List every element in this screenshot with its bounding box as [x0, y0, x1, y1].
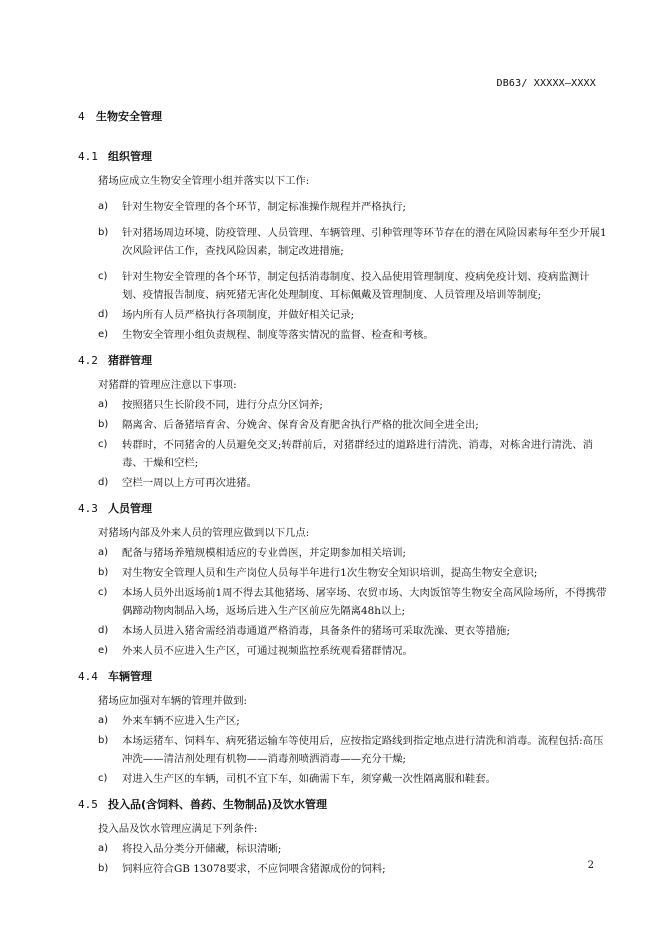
list-text: 将投入品分类分开储藏，标识清晰;	[122, 843, 282, 855]
list-text: 外来人员不应进入生产区，可通过视频监控系统观看猪群情况。	[122, 645, 413, 657]
list-item	[98, 268, 608, 304]
list-marker: a)	[98, 547, 109, 558]
list-marker: b)	[98, 227, 109, 238]
list-marker: b)	[98, 419, 109, 430]
list-marker: b)	[98, 567, 109, 578]
list-text: 本场运猪车、饲料车、病死猪运输车等使用后，应按指定路线到指定地点进行清洗和消毒。流程包括:高压冲洗——清洁剂处理有机物——消毒剂喷洒消毒——充分干燥;	[122, 735, 604, 765]
list-item	[98, 224, 608, 260]
list-item	[98, 642, 608, 660]
list-item	[98, 770, 608, 788]
subsection-intro: 对猪群的管理应注意以下事项:	[98, 379, 237, 391]
list-item	[98, 860, 608, 878]
list-text: 空栏一周以上方可再次进猪。	[122, 477, 258, 489]
list-text: 对生物安全管理人员和生产岗位人员每半年进行1次生物安全知识培训，提高生物安全意识;	[122, 567, 538, 579]
subsection-heading-4-2	[78, 352, 608, 368]
subsection-heading-4-1	[78, 148, 608, 164]
list-marker: d)	[98, 625, 109, 636]
subsection-intro: 猪场应加强对车辆的管理并做到:	[98, 695, 247, 707]
section-title: 生物安全管理	[96, 110, 162, 123]
subsection-number: 4.5	[78, 798, 98, 811]
list-marker: c)	[98, 271, 108, 282]
subsection-intro: 投入品及饮水管理应满足下列条件:	[98, 823, 258, 835]
list-text: 对进入生产区的车辆，司机不宜下车，如确需下车，须穿戴一次性隔离服和鞋套。	[122, 773, 497, 785]
list-item	[98, 416, 608, 434]
list-text: 针对生物安全管理的各个环节，制定包括消毒制度、投入品使用管理制度、疫病免疫计划、疫病监测计划、疫情报告制度、病死猪无害化处理制度、耳标佩戴及管理制度、人员管理及培训等制度;	[122, 271, 590, 301]
list-item	[98, 474, 608, 492]
list-marker: b)	[98, 735, 109, 746]
list-item	[98, 564, 608, 582]
list-marker: a)	[98, 201, 109, 212]
list-marker: b)	[98, 863, 109, 874]
list-text: 按照猪只生长阶段不同，进行分点分区饲养;	[122, 399, 323, 411]
page-number: 2	[587, 860, 594, 871]
list-marker: c)	[98, 587, 108, 598]
list-text: 转群时，不同猪舍的人员避免交叉;转群前后，对猪群经过的道路进行清洗、消毒，对栋舍进行清洗、消毒、干燥和空栏;	[122, 439, 594, 469]
list-item	[98, 306, 608, 324]
subsection-intro: 对猪场内部及外来人员的管理应做到以下几点:	[98, 527, 310, 539]
list-marker: a)	[98, 843, 109, 854]
list-item	[98, 584, 608, 620]
subsection-heading-4-3	[78, 500, 608, 516]
list-text: 配备与猪场养殖规模相适应的专业兽医，并定期参加相关培训;	[122, 547, 407, 559]
list-text: 本场人员外出返场前1周不得去其他猪场、屠宰场、农贸市场、大肉饭馆等生物安全高风险场所，不得携带偶蹄动物肉制品入场，返场后进入生产区前应先隔离48h以上;	[122, 587, 607, 617]
list-item	[98, 732, 608, 768]
list-text: 针对生物安全管理的各个环节，制定标准操作规程并严格执行;	[122, 201, 407, 213]
section-heading-4	[78, 108, 608, 124]
list-text: 本场人员进入猪舍需经消毒通道严格消毒，具备条件的猪场可采取洗澡、更衣等措施;	[122, 625, 510, 637]
subsection-number: 4.4	[78, 670, 98, 683]
list-marker: e)	[98, 329, 109, 340]
list-item	[98, 326, 608, 344]
document-code: DB63/ XXXXX—XXXX	[496, 78, 596, 89]
list-text: 外来车辆不应进入生产区;	[122, 715, 240, 727]
subsection-title: 人员管理	[108, 502, 152, 515]
list-item	[98, 622, 608, 640]
list-marker: c)	[98, 439, 108, 450]
list-marker: e)	[98, 645, 109, 656]
subsection-number: 4.3	[78, 502, 98, 515]
list-item	[98, 840, 608, 858]
list-item	[98, 436, 608, 472]
list-marker: c)	[98, 773, 108, 784]
list-item	[98, 712, 608, 730]
list-text: 隔离舍、后备猪培育舍、分娩舍、保育舍及育肥舍执行严格的批次间全进全出;	[122, 419, 479, 431]
list-text: 饲料应符合GB 13078要求，不应饲喂含猪源成份的饲料;	[122, 863, 386, 875]
list-text: 针对猪场周边环境、防疫管理、人员管理、车辆管理、引种管理等环节存在的潜在风险因素每年至少开展1次风险评估工作，查找风险因素，制定改进措施;	[122, 227, 607, 257]
list-marker: a)	[98, 715, 109, 726]
list-text: 场内所有人员严格执行各项制度，并做好相关记录;	[122, 309, 355, 321]
list-marker: d)	[98, 309, 109, 320]
list-item	[98, 544, 608, 562]
document-body	[78, 108, 608, 878]
list-marker: d)	[98, 477, 109, 488]
subsection-title: 组织管理	[108, 150, 152, 163]
list-item	[98, 198, 608, 216]
subsection-title: 猪群管理	[108, 354, 152, 367]
list-text: 生物安全管理小组负责规程、制度等落实情况的监督、检查和考核。	[122, 329, 434, 341]
subsection-number: 4.1	[78, 150, 98, 163]
list-marker: a)	[98, 399, 109, 410]
subsection-heading-4-4	[78, 668, 608, 684]
subsection-title: 车辆管理	[108, 670, 152, 683]
subsection-title: 投入品(含饲料、兽药、生物制品)及饮水管理	[108, 798, 328, 811]
section-number: 4	[78, 110, 85, 123]
subsection-number: 4.2	[78, 354, 98, 367]
subsection-intro: 猪场应成立生物安全管理小组并落实以下工作:	[98, 175, 310, 187]
list-item	[98, 396, 608, 414]
subsection-heading-4-5	[78, 796, 608, 812]
